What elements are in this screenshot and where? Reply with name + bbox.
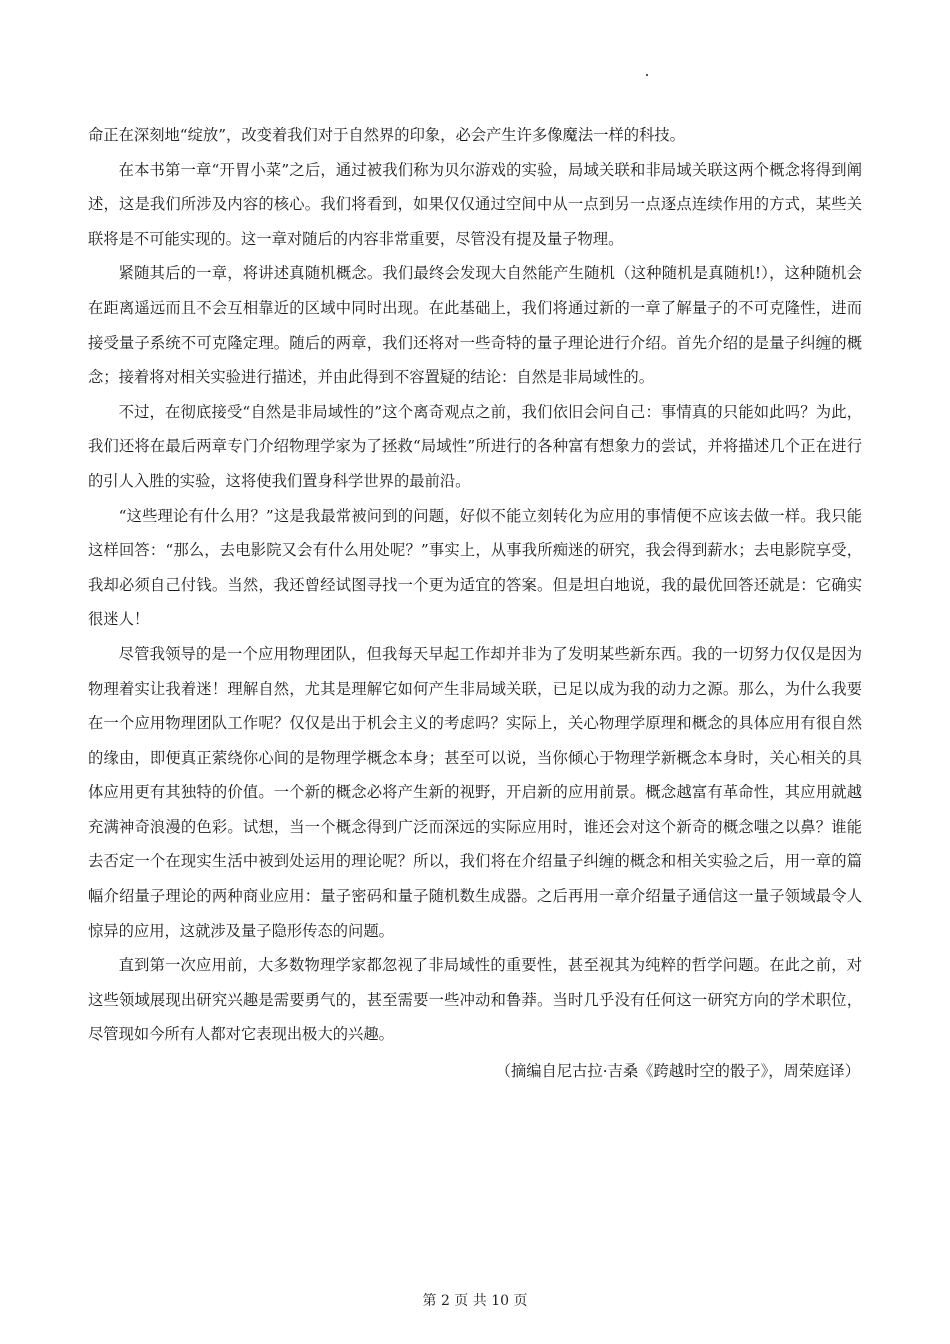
page-number-footer: 第 2 页 共 10 页 xyxy=(422,1293,528,1309)
paragraph: 紧随其后的一章，将讲述真随机概念。我们最终会发现大自然能产生随机（这种随机是真随机!），这种随机会在距离遥远而且不会互相靠近的区域中同时出现。在此基础上，我们将通过新的一章了解量子的不可克隆性，进而接受量子系统不可克隆定理。随后的两章，我们还将对一些奇特的量子理论进行介绍。首先介绍的是量子纠缠的概念；接着将对相关实验进行描述，并由此得到不容置疑的结论：自然是非局域性的。 xyxy=(88,264,862,387)
paragraph-continuation: 命正在深刻地“绽放”，改变着我们对于自然界的印象，必会产生许多像魔法一样的科技。 xyxy=(88,126,685,144)
article-body xyxy=(88,118,862,1089)
paragraph: 不过，在彻底接受“自然是非局域性的”这个离奇观点之前，我们依旧会问自己：事情真的只能如此吗？为此，我们还将在最后两章专门介绍物理学家为了拯救“局域性”所进行的各种富有想象力的尝试，并将描述几个正在进行的引人入胜的实验，这将使我们置身科学世界的最前沿。 xyxy=(88,402,862,490)
paragraph: 尽管我领导的是一个应用物理团队，但我每天早起工作却并非为了发明某些新东西。我的一切努力仅仅是因为物理着实让我着迷！理解自然，尤其是理解它如何产生非局域关联，已足以成为我的动力之源。那么，为什么我要在一个应用物理团队工作呢？仅仅是出于机会主义的考虑吗？实际上，关心物理学原理和概念的具体应用有很自然的缘由，即便真正萦绕你心间的是物理学概念本身；甚至可以说，当你倾心于物理学新概念本身时，关心相关的具体应用更有其独特的价值。一个新的概念必将产生新的视野，开启新的应用前景。概念越富有革命性，其应用就越充满神奇浪漫的色彩。试想，当一个概念得到广泛而深远的实际应用时，谁还会对这个新奇的概念嗤之以鼻？谁能去否定一个在现实生活中被到处运用的理论呢？所以，我们将在介绍量子纠缠的概念和相关实验之后，用一章的篇幅介绍量子理论的两种商业应用：量子密码和量子随机数生成器。之后再用一章介绍量子通信这一量子领域最令人惊异的应用，这就涉及量子隐形传态的问题。 xyxy=(88,644,862,940)
stray-mark xyxy=(646,74,648,76)
paragraph: “这些理论有什么用？”这是我最常被问到的问题，好似不能立刻转化为应用的事情便不应该去做一样。我只能这样回答：“那么，去电影院又会有什么用处呢？”事实上，从事我所痴迷的研究，我会得到薪水；去电影院享受，我却必须自己付钱。当然，我还曾经试图寻找一个更为适宜的答案。但是坦白地说，我的最优回答还就是：它确实很迷人！ xyxy=(88,506,862,629)
paragraph: 直到第一次应用前，大多数物理学家都忽视了非局域性的重要性，甚至视其为纯粹的哲学问题。在此之前，对这些领域展现出研究兴趣是需要勇气的，甚至需要一些冲动和鲁莽。当时几乎没有任何这一研究方向的学术职位，尽管现如今所有人都对它表现出极大的兴趣。 xyxy=(88,956,862,1044)
paragraph: 在本书第一章“开胃小菜”之后，通过被我们称为贝尔游戏的实验，局域关联和非局域关联这两个概念将得到阐述，这是我们所涉及内容的核心。我们将看到，如果仅仅通过空间中从一点到另一点逐点连续作用的方式，某些关联将是不可能实现的。这一章对随后的内容非常重要，尽管没有提及量子物理。 xyxy=(88,160,862,248)
source-citation: （摘编自尼古拉·吉桑《跨越时空的骰子》，周荣庭译） xyxy=(495,1062,860,1081)
